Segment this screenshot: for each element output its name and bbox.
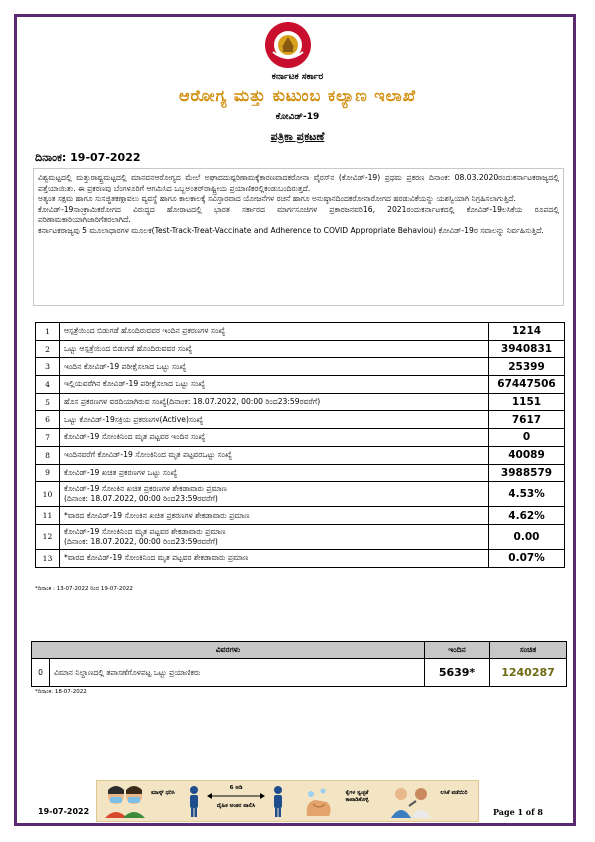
row-label bbox=[60, 524, 489, 549]
row-label: *ವಾರದ ಕೋವಿಡ್-19 ಸೋಂಕಿನ ಖಚಿತ ಪ್ರಕರಣಗಳ ಶೇಕಡಾವಾರು ಪ್ರಮಾಣ bbox=[60, 507, 489, 525]
row-label bbox=[60, 482, 489, 507]
airport-footnote: *ದಿನಾಂಕ: 18-07-2022 bbox=[35, 689, 87, 695]
intro-box bbox=[33, 168, 564, 306]
row-number: 7 bbox=[36, 429, 60, 447]
row-value: 67447506 bbox=[489, 376, 565, 394]
hand-hygiene-text: ಕೈಗಳ ಸ್ವಚ್ಛತೆ ಕಾಪಾಡಿಕೊಳ್ಳಿ bbox=[345, 790, 369, 803]
row-label: ವಿಮಾನ ನಿಲ್ದಾಣದಲ್ಲಿ ತಪಾಸಣೆಗೊಳಪಟ್ಟ ಒಟ್ಟು ಪ್ರಯಾಣಿಕರು bbox=[50, 659, 425, 687]
table-row bbox=[36, 411, 565, 429]
vaccine-text: ಲಸಿಕೆ ಪಡೆಯಿರಿ bbox=[440, 790, 468, 796]
row-label: ಕೋವಿಡ್-19 ಸೋಂಕಿನಿಂದ ಮೃತ ಪಟ್ಟವರ ಇಂದಿನ ಸಂಖ್ಯೆ bbox=[60, 429, 489, 447]
table-row bbox=[32, 659, 567, 687]
distance-measure-text: 6 ಅಡಿ bbox=[229, 785, 243, 791]
row-value: 3940831 bbox=[489, 340, 565, 358]
row-number: 2 bbox=[36, 340, 60, 358]
row-number: 13 bbox=[36, 549, 60, 567]
vaccination-icon bbox=[389, 784, 433, 818]
column-header-cumulative: ಸಂಚಿತ bbox=[490, 642, 567, 659]
row-label: ಕೋವಿಡ್-19 ಖಚಿತ ಪ್ರಕರಣಗಳ ಒಟ್ಟು ಸಂಖ್ಯೆ bbox=[60, 464, 489, 482]
row-value: 4.62% bbox=[489, 507, 565, 525]
column-header-details: ವಿವರಗಳು bbox=[32, 642, 425, 659]
row-number: 11 bbox=[36, 507, 60, 525]
table-row bbox=[36, 482, 565, 507]
row-label: ಇಲ್ಲಿಯವರೆಗಿನ ಕೋವಿಡ್-19 ಪರೀಕ್ಷೆಸಲಾದ ಒಟ್ಟು ಸಂಖ್ಯೆ bbox=[60, 376, 489, 394]
today-value: 5639* bbox=[425, 659, 490, 687]
table-row bbox=[36, 429, 565, 447]
intro-paragraph: ಕರ್ನಾಟಕರಾಜ್ಯವು 5 ಮೂಲಾಧಾರಗಳ ಮೂಲಕ(Test-Track-Treat-Vaccinate and Adherence to COVID Appropriate Behaviou) ಕೋವಿಡ್-19ರ ಸವಾಲನ್ನು ನಿರ್ವಹಿಸುತ್ತಿದೆ. bbox=[38, 225, 544, 235]
row-label-date: (ದಿನಾಂಕ: 18.07.2022, 00:00 ರಿಂದ23:59ರವರೆಗೆ) bbox=[64, 494, 218, 504]
subject-line: ಕೋವಿಡ್-19 bbox=[275, 112, 320, 122]
table-row bbox=[36, 549, 565, 567]
hand-wash-icon bbox=[301, 784, 335, 818]
row-number: 4 bbox=[36, 376, 60, 394]
stats-footnote: *ದಿನಾಂಕ : 13-07-2022 ರಿಂದ 19-07-2022 bbox=[35, 586, 133, 592]
footer-date: 19-07-2022 bbox=[38, 807, 90, 816]
table-row bbox=[36, 323, 565, 341]
row-value: 3988579 bbox=[489, 464, 565, 482]
row-value: 7617 bbox=[489, 411, 565, 429]
table-row bbox=[36, 376, 565, 394]
page-number: Page 1 of 8 bbox=[493, 807, 543, 817]
intro-paragraph: ವಿಶ್ವಮಟ್ಟದಲ್ಲಿ ಮತ್ತುರಾಷ್ಟ್ರಮಟ್ಟದಲ್ಲಿ ಮಾನವನಆರೋಗ್ಯದ ಮೇಲೆ ಅಘಾದದುಷ್ಪರಿಣಾಮಕ್ಕೆಕಾರಣವಾದಕರೋನಾ ವೈರಸ್‌ನ (ಕೋವಿಡ್-19) ಪ್ರಥಮ ಪ್ರಕರಣ ದಿನಾಂಕ: 08.03.2020ರಂದುಕರ್ನಾಟಕರಾಜ್ಯದಲ್ಲಿ ಪತ್ತೆಯಾಯಿತು. ಈ ಪ್ರಕರಣವು ಬೆಂಗಳೂರಿಗೆ ಆಗಮಿಸಿದ ಒಬ್ಬಅಂತರ್‌ರಾಷ್ಟ್ರೀಯ ಪ್ರಯಾಣಿಕರಲ್ಲಿಕಂಡುಬಂದಿರುತ್ತದೆ. bbox=[38, 173, 559, 193]
row-label-date: (ದಿನಾಂಕ: 18.07.2022, 00:00 ರಿಂದ23:59ರವರೆಗೆ) bbox=[64, 536, 218, 546]
table-row bbox=[36, 393, 565, 411]
row-label: ಒಟ್ಟು ಕೋವಿಡ್-19ಸಕ್ರಿಯ ಪ್ರಕರಣಗಳ(Active)ಸಂಖ್ಯೆ bbox=[60, 411, 489, 429]
government-name: ಕರ್ನಾಟಕ ಸರ್ಕಾರ bbox=[271, 72, 324, 82]
row-number: 5 bbox=[36, 393, 60, 411]
row-number: 12 bbox=[36, 524, 60, 549]
release-date: ದಿನಾಂಕ: 19-07-2022 bbox=[35, 151, 141, 164]
row-number: 10 bbox=[36, 482, 60, 507]
distance-text: ದೈಹಿಕ ಅಂತರ ಪಾಲಿಸಿ bbox=[216, 803, 256, 809]
row-label-line: ಕೋವಿಡ್-19 ಸೋಂಕಿನ ಖಚಿತ ಪ್ರಕರಣಗಳ ಶೇಕಡಾವಾರು ಪ್ರಮಾಣ bbox=[64, 484, 227, 494]
row-value: 0.00 bbox=[489, 524, 565, 549]
row-value: 1151 bbox=[489, 393, 565, 411]
distance-arrow-icon bbox=[207, 793, 265, 799]
covid-statistics-table bbox=[35, 322, 565, 568]
table-header-row bbox=[32, 642, 567, 659]
table-row bbox=[36, 524, 565, 549]
table-row bbox=[36, 358, 565, 376]
row-label: *ವಾರದ ಕೋವಿಡ್-19 ಸೋಂಕಿನಿಂದ ಮೃತ ಪಟ್ಟವರ ಶೇಕಡಾವಾರು ಪ್ರಮಾಣ bbox=[60, 549, 489, 567]
row-label: ಆಸ್ಪತ್ರೆಯಿಂದ ಬಿಡುಗಡೆ ಹೊಂದಿರುವವರ ಇಂದಿನ ಪ್ರಕರಣಗಳ ಸಂಖ್ಯೆ bbox=[60, 323, 489, 341]
table-row bbox=[36, 340, 565, 358]
row-value: 40089 bbox=[489, 446, 565, 464]
intro-paragraph: ಅತ್ಯಂತ ಸಕ್ಷಮ ಹಾಗೂ ಸುಸಜ್ಜಿತಕಣ್ಗಾವಲು ವ್ಯವಸ್ಥೆ ಹಾಗೂ ಕಾಲಕಾಲಕ್ಕೆ ಸವಿಸ್ತಾರವಾದ ಯೋಜನೆಗಳ ರಚನೆ ಹಾಗೂ ಅನುಷ್ಠಾನದಿಂದಕರೋನಾರೋಗದ ಹರಡುವಿಕೆಯನ್ನು ಯಶಸ್ವಿಯಾಗಿ ನಿಗ್ರಹಿಸಲಾಗುತ್ತಿದೆ. bbox=[38, 194, 516, 204]
row-label: ಹೊಸ ಪ್ರಕರಣಗಳ ವರದಿಯಾಗಿರುವ ಸಂಖ್ಯೆ(ದಿನಾಂಕ: 18.07.2022, 00:00 ರಿಂದ23:59ರವರೆಗೆ) bbox=[60, 393, 489, 411]
row-number: 9 bbox=[36, 464, 60, 482]
row-label: ಇಂದಿನ ಕೋವಿಡ್-19 ಪರೀಕ್ಷೆಸಲಾದ ಒಟ್ಟು ಸಂಖ್ಯೆ bbox=[60, 358, 489, 376]
person-left-icon bbox=[187, 784, 201, 818]
airport-screening-table bbox=[31, 641, 567, 687]
row-number: 6 bbox=[36, 411, 60, 429]
row-value: 1214 bbox=[489, 323, 565, 341]
row-number: 8 bbox=[36, 446, 60, 464]
row-value: 25399 bbox=[489, 358, 565, 376]
covid-appropriate-behaviour-banner bbox=[96, 780, 479, 822]
cumulative-value: 1240287 bbox=[490, 659, 567, 687]
department-title: ಆರೋಗ್ಯ ಮತ್ತು ಕುಟುಂಬ ಕಲ್ಯಾಣ ಇಲಾಖೆ bbox=[179, 86, 416, 105]
person-right-icon bbox=[271, 784, 285, 818]
row-value: 4.53% bbox=[489, 482, 565, 507]
row-number: 3 bbox=[36, 358, 60, 376]
row-number: 1 bbox=[36, 323, 60, 341]
row-label-line: ಕೋವಿಡ್-19 ಸೋಂಕಿನಿಂದ ಮೃತ ಪಟ್ಟವರ ಶೇಕಡಾವಾರು ಪ್ರಮಾಣ bbox=[64, 526, 226, 536]
intro-paragraph: ಕೋವಿಡ್-19ಸಾಂಕ್ರಾಮಿಕರೋಗದ ವಿರುದ್ಧದ ಹೋರಾಟದಲ್ಲಿ ಭಾರತ ಸರ್ಕಾರದ ಮಾರ್ಗಸೂಚಿಗಳ ಪ್ರಕಾರಜನವರಿ16, 2021ರಂದುಕರ್ನಾಟಕದಲ್ಲಿ ಕೋವಿಡ್-19ಲಸಿಕೆಯ ರೂಪದಲ್ಲಿ ಪರಿಣಾಮಕಾರಿಯಾಗಿಜಾರಿಗೆತರಲಾಗಿದೆ. bbox=[38, 204, 559, 225]
table-row bbox=[36, 446, 565, 464]
press-release-heading: ಪತ್ರಿಕಾ ಪ್ರಕಟಣೆ bbox=[270, 130, 325, 143]
row-value: 0 bbox=[489, 429, 565, 447]
row-value: 0.07% bbox=[489, 549, 565, 567]
government-emblem-icon bbox=[262, 20, 314, 70]
table-row bbox=[36, 464, 565, 482]
column-header-today: ಇಂದಿನ bbox=[425, 642, 490, 659]
row-number: 0 bbox=[32, 659, 50, 687]
mask-text: ಮಾಸ್ಕ್ ಧರಿಸಿ bbox=[151, 790, 175, 796]
table-row bbox=[36, 507, 565, 525]
row-label: ಇಂದಿನವರೆಗೆ ಕೋವಿಡ್-19 ಸೋಂಕಿನಿಂದ ಮೃತ ಪಟ್ಟವರಒಟ್ಟು ಸಂಖ್ಯೆ bbox=[60, 446, 489, 464]
masked-people-icon bbox=[103, 784, 147, 818]
row-label: ಒಟ್ಟು ಆಸ್ಪತ್ರೆಯಿಂದ ಬಿಡುಗಡೆ ಹೊಂದಿರುವವರ ಸಂಖ್ಯೆ bbox=[60, 340, 489, 358]
